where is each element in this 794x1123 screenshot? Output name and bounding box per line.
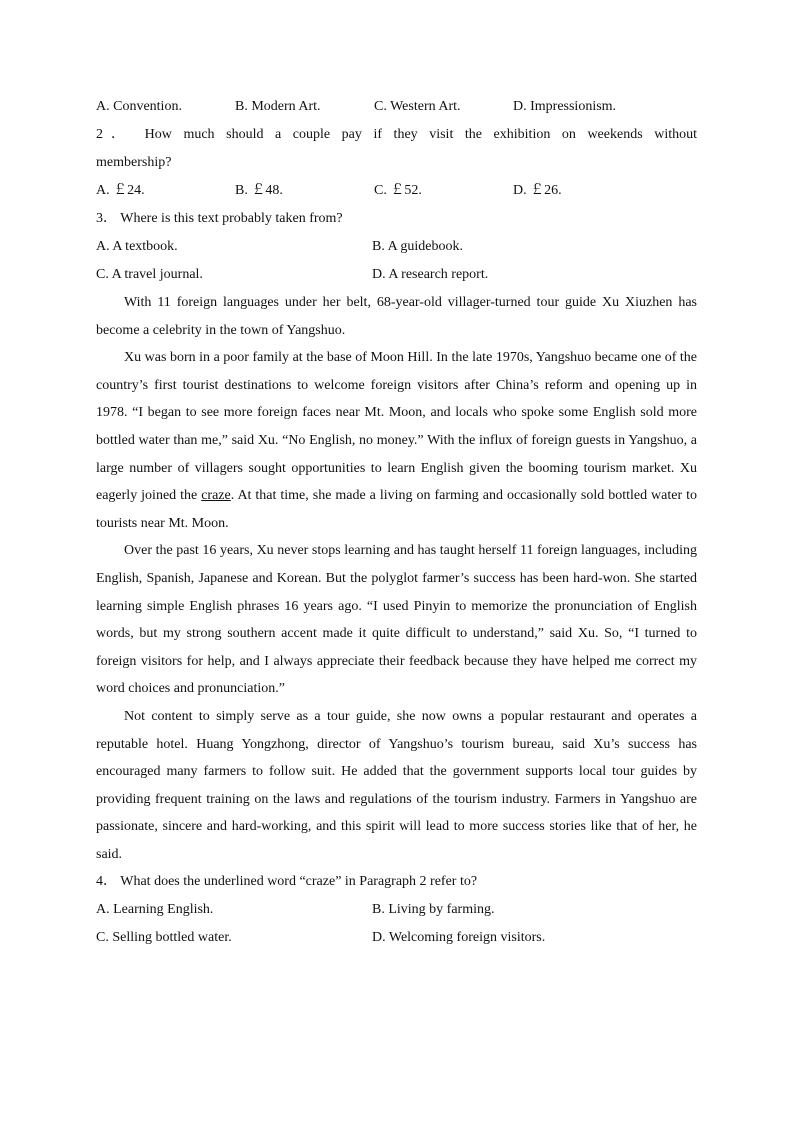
q2-option-a: A. ￡24. — [96, 183, 145, 198]
passage-paragraph-2 — [96, 344, 697, 537]
q4-options-row2 — [96, 924, 697, 952]
q4-stem: 4． What does the underlined word “craze” in Paragraph 2 refer to? — [96, 874, 478, 890]
q2-option-c: C. ￡52. — [374, 183, 422, 198]
q4-option-d: D. Welcoming foreign visitors. — [372, 930, 546, 946]
q2-option-d: D. ￡26. — [513, 183, 562, 198]
p2-text-after: . At that time, she made a living on farming and occasionally sold bottled water to tourists near Mt. Moon. — [96, 488, 698, 531]
passage-paragraph-3: Over the past 16 years, Xu never stops learning and has taught herself 11 foreign languages, including English, Spanish, Japanese and Korean. But the polyglot farmer’s success has been hard-won. She started learning simple English phrases 16 years ago. “I used Pinyin to memorize the pronunciation of English words, but my strong southern accent made it quite difficult to understand,” said Xu. So, “I turned to foreign visitors for help, and I always appreciate their feedback because they have helped me correct my word choices and pronunciation.” — [96, 543, 697, 697]
q1-option-a: A. Convention. — [96, 99, 182, 114]
p2-text-before: Xu was born in a poor family at the base of Moon Hill. In the late 1970s, Yangshuo became one of the country’s first tourist destinations to welcome foreign visitors after China’s reform and opening up in 1978. “I began to see more foreign faces near Mt. Moon, and locals who spoke some English sold more bottled water than me,” said Xu. “No English, no money.” With the influx of foreign guests in Yangshuo, a large number of villagers sought opportunities to learn English given the booming tourism market. Xu eagerly joined the — [96, 350, 697, 504]
q1-option-b: B. Modern Art. — [235, 99, 321, 114]
q2-options — [96, 177, 697, 205]
q4-options-row1 — [96, 896, 697, 924]
q3-option-c: C. A travel journal. — [96, 267, 203, 282]
q2-stem-line1: 2． How much should a couple pay if they visit the exhibition on weekends without — [96, 127, 697, 142]
q2-option-b: B. ￡48. — [235, 183, 283, 198]
underlined-word-craze: craze — [201, 488, 231, 504]
q3-options-row1 — [96, 233, 697, 261]
q4-option-b: B. Living by farming. — [372, 902, 495, 918]
q1-option-c: C. Western Art. — [374, 99, 461, 114]
q1-option-d: D. Impressionism. — [513, 99, 617, 114]
reading-passage — [96, 289, 697, 868]
q1-options — [96, 93, 697, 121]
passage-paragraph-4: Not content to simply serve as a tour guide, she now owns a popular restaurant and operates a reputable hotel. Huang Yongzhong, director of Yangshuo’s tourism bureau, said Xu’s success has encouraged many farmers to follow suit. He added that the government supports local tour guides by providing frequent training on the laws and regulations of the tourism industry. Farmers in Yangshuo are passionate, sincere and hard-working, and this spirit will lead to more success stories like that of her, he said. — [96, 708, 697, 862]
q3-option-b: B. A guidebook. — [372, 239, 464, 254]
q4-option-c: C. Selling bottled water. — [96, 930, 232, 946]
q4-option-a: A. Learning English. — [96, 902, 214, 918]
q3-options-row2 — [96, 261, 697, 289]
q2-stem-line2: membership? — [96, 155, 172, 170]
q3-option-d: D. A research report. — [372, 267, 489, 282]
q3-option-a: A. A textbook. — [96, 239, 178, 254]
document-page — [96, 93, 697, 952]
passage-paragraph-1: With 11 foreign languages under her belt, 68-year-old villager-turned tour guide Xu Xiuzhen has become a celebrity in the town of Yangshuo. — [96, 295, 697, 338]
q3-stem: 3． Where is this text probably taken from? — [96, 211, 343, 226]
